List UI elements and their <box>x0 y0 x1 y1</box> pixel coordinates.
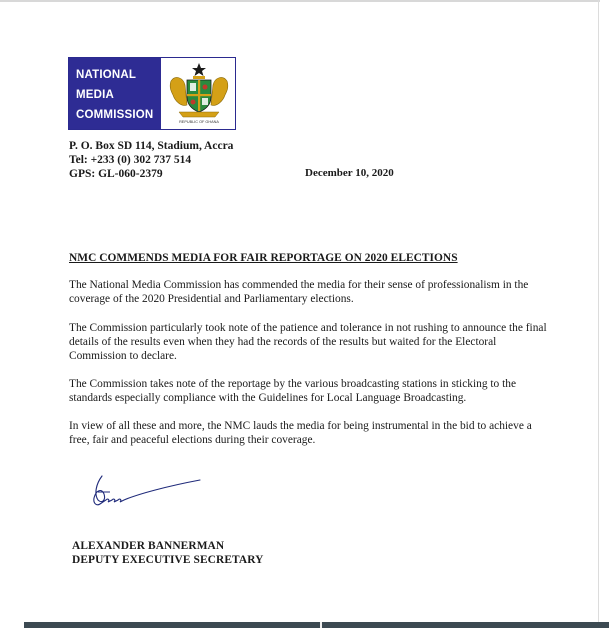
press-release-title: NMC COMMENDS MEDIA FOR FAIR REPORTAGE ON 2020 ELECTIONS <box>69 252 458 264</box>
paragraph-1: The National Media Commission has commended the media for their sense of professionalism in the coverage of the 2020 Presidential and Parliamentary elections. <box>69 279 529 305</box>
coat-of-arms-icon <box>165 61 233 119</box>
handwritten-signature <box>88 470 208 520</box>
signatory-position: DEPUTY EXECUTIVE SECRETARY <box>72 554 264 566</box>
top-border <box>0 0 600 2</box>
paragraph-3: The Commission takes note of the reportage by the various broadcasting stations in sticking to the standards especially compliance with the Guidelines for Local Language Broadcasting. <box>69 378 516 404</box>
address-line-1: P. O. Box SD 114, Stadium, Accra <box>69 140 234 152</box>
logo-line-1: NATIONAL <box>76 69 137 81</box>
crest-caption: REPUBLIC OF GHANA <box>179 120 219 124</box>
logo-line-3: COMMISSION <box>76 109 154 121</box>
bottom-bar-gap <box>0 622 24 628</box>
paragraph-4: In view of all these and more, the NMC lauds the media for being instrumental in the bid to achieve a free, fair and peaceful elections during their coverage. <box>69 420 532 446</box>
paragraph-2: The Commission particularly took note of the patience and tolerance in not rushing to announce the final details of the results even when they had the records of the results but waited for the Electoral Commission to declare. <box>69 322 547 362</box>
address-line-2: Tel: +233 (0) 302 737 514 <box>69 154 192 166</box>
logo-line-2: MEDIA <box>76 89 115 101</box>
bottom-bar <box>0 622 609 628</box>
address-line-3: GPS: GL-060-2379 <box>69 168 163 180</box>
nmc-logo <box>68 57 236 130</box>
right-border <box>598 0 599 622</box>
signatory-name: ALEXANDER BANNERMAN <box>72 540 225 552</box>
logo-wordmark <box>69 58 161 129</box>
bottom-bar-notch <box>320 622 322 628</box>
letter-date: December 10, 2020 <box>305 167 394 179</box>
